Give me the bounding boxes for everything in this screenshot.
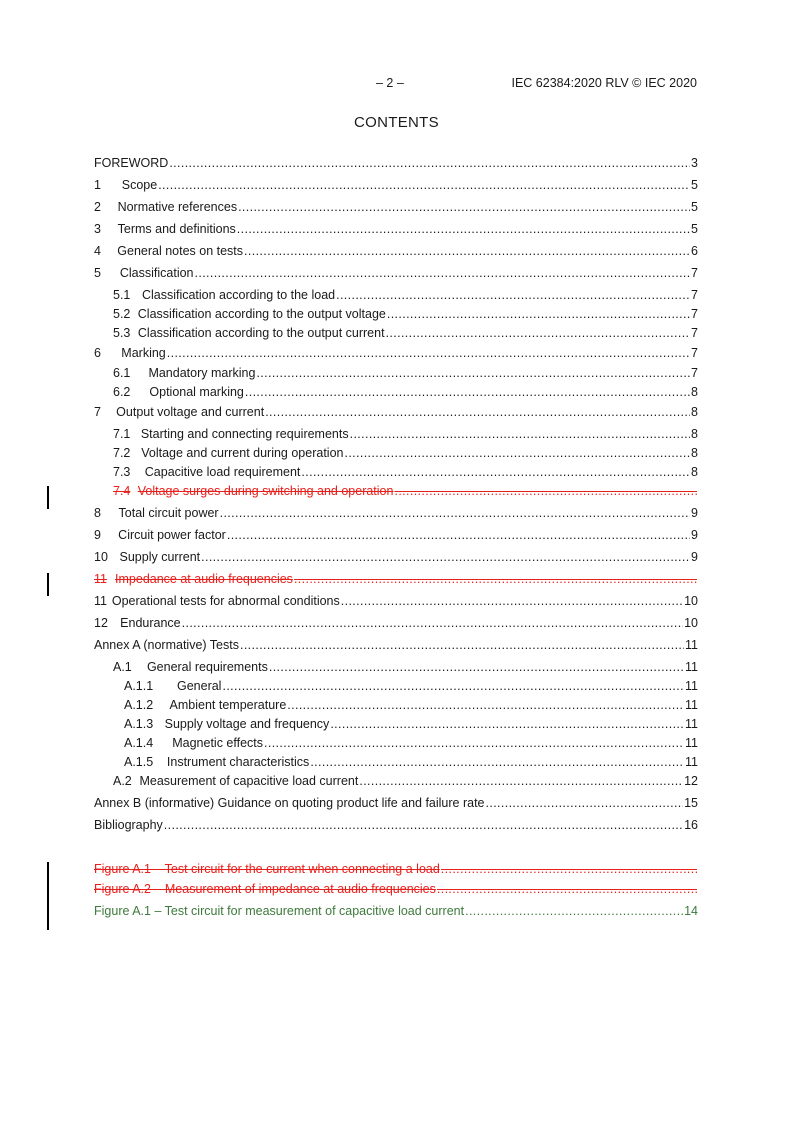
change-bar xyxy=(47,862,49,930)
dot-leader xyxy=(350,427,690,441)
toc-entry-title: Normative references xyxy=(117,200,238,214)
page-ref: 11 xyxy=(685,698,698,712)
toc-entry-title: General notes on tests xyxy=(117,244,244,258)
toc-entry[interactable] xyxy=(94,266,698,280)
toc-entry-title: Optional marking xyxy=(149,385,244,399)
dot-leader xyxy=(227,528,690,542)
page-ref: 11 xyxy=(685,755,698,769)
toc-entry-number: 5.2 xyxy=(113,307,131,321)
toc-entry[interactable] xyxy=(94,550,698,564)
toc-entry-title: Circuit power factor xyxy=(118,528,226,542)
dot-leader xyxy=(256,366,690,380)
page-ref: 9 xyxy=(691,550,698,564)
toc-entry[interactable] xyxy=(94,465,698,479)
toc-entry-number: A.1.2 xyxy=(124,698,154,712)
toc-entry-title: General requirements xyxy=(146,660,268,674)
toc-entry-title: Classification xyxy=(119,266,194,280)
toc-entry-title: Starting and connecting requirements xyxy=(140,427,349,441)
page-ref: 11 xyxy=(685,717,698,731)
dot-leader xyxy=(265,405,690,419)
toc-entry-title: Impedance at audio frequencies xyxy=(115,572,293,586)
toc-entry-title: Endurance xyxy=(120,616,181,630)
dot-leader xyxy=(344,446,690,460)
toc-entry-number: A.1 xyxy=(113,660,132,674)
toc-entry-title: Instrument characteristics xyxy=(166,755,310,769)
page-ref: 15 xyxy=(684,796,698,810)
toc-entry[interactable] xyxy=(94,616,698,630)
page-ref: 7 xyxy=(691,307,698,321)
figure-list-item[interactable] xyxy=(94,882,698,896)
toc-entry[interactable] xyxy=(94,818,698,832)
dot-leader xyxy=(167,346,690,360)
toc-entry[interactable] xyxy=(94,222,698,236)
toc-entry-title: Marking xyxy=(121,346,166,360)
page-ref: 7 xyxy=(691,288,698,302)
page-ref: 8 xyxy=(691,385,698,399)
toc-entry-number: 3 xyxy=(94,222,101,236)
toc-entry-number: A.2 xyxy=(113,774,132,788)
dot-leader xyxy=(386,326,690,340)
dot-leader xyxy=(387,307,690,321)
toc-entry-number: A.1.5 xyxy=(124,755,154,769)
toc-entry-number: 6 xyxy=(94,346,101,360)
dot-leader xyxy=(437,882,697,896)
toc-entry[interactable] xyxy=(94,244,698,258)
page-ref: 5 xyxy=(691,178,698,192)
toc-entry[interactable] xyxy=(94,346,698,360)
toc-entry-title: Total circuit power xyxy=(118,506,219,520)
dot-leader xyxy=(394,484,697,498)
toc-entry[interactable] xyxy=(94,796,698,810)
page-ref: 9 xyxy=(691,506,698,520)
toc-entry-title: Scope xyxy=(121,178,158,192)
toc-entry[interactable] xyxy=(94,774,698,788)
dot-leader xyxy=(287,698,684,712)
toc-entry-number: 9 xyxy=(94,528,101,542)
toc-entry[interactable] xyxy=(94,572,698,586)
dot-leader xyxy=(244,244,690,258)
toc-entry[interactable] xyxy=(94,427,698,441)
page-title: CONTENTS xyxy=(354,114,439,131)
toc-entry-title: Mandatory marking xyxy=(148,366,256,380)
page-ref: 7 xyxy=(691,366,698,380)
dot-leader xyxy=(301,465,690,479)
toc-entry-number: 6.1 xyxy=(113,366,131,380)
toc-entry[interactable] xyxy=(94,288,698,302)
toc-entry-title: Annex A (normative) Tests xyxy=(94,638,239,652)
toc-entry-title: General xyxy=(176,679,222,693)
dot-leader xyxy=(336,288,690,302)
figure-title: Figure A.1 – Test circuit for measurement of capacitive load current xyxy=(94,904,465,918)
dot-leader xyxy=(264,736,684,750)
page-ref: 11 xyxy=(685,679,698,693)
page-ref: 11 xyxy=(685,638,698,652)
toc-entry[interactable] xyxy=(94,446,698,460)
toc-entry[interactable] xyxy=(94,178,698,192)
toc-entry-number: 5.1 xyxy=(113,288,131,302)
toc-entry[interactable] xyxy=(94,385,698,399)
toc-entry-number: A.1.1 xyxy=(124,679,154,693)
toc-entry[interactable] xyxy=(94,594,698,608)
toc-entry-number: 4 xyxy=(94,244,101,258)
toc-entry[interactable] xyxy=(94,736,698,750)
page-ref: 8 xyxy=(691,405,698,419)
page-ref: 3 xyxy=(691,156,698,170)
toc-entry-number: 5.3 xyxy=(113,326,131,340)
toc-entry-title: Supply current xyxy=(119,550,201,564)
page-ref: 9 xyxy=(691,528,698,542)
toc-entry[interactable] xyxy=(94,755,698,769)
figure-title: Figure A.2 – Measurement of impedance at audio frequencies xyxy=(94,882,436,896)
toc-entry-number: 11 xyxy=(94,594,107,608)
toc-entry[interactable] xyxy=(94,200,698,214)
dot-leader xyxy=(169,156,690,170)
toc-entry[interactable] xyxy=(94,717,698,731)
figure-title: Figure A.1 – Test circuit for the current when connecting a load xyxy=(94,862,440,876)
toc-entry-title: Annex B (informative) Guidance on quoting product life and failure rate xyxy=(94,796,485,810)
toc-entry[interactable] xyxy=(94,484,698,498)
page-ref: 11 xyxy=(685,660,698,674)
change-bar xyxy=(47,573,49,596)
toc-entry-number: 11 xyxy=(94,572,107,586)
toc-entry[interactable] xyxy=(94,506,698,520)
toc-entry-title: Output voltage and current xyxy=(116,405,265,419)
page-ref: 5 xyxy=(691,222,698,236)
dot-leader xyxy=(158,178,690,192)
toc-entry[interactable] xyxy=(94,679,698,693)
toc-entry[interactable] xyxy=(94,660,698,674)
dot-leader xyxy=(359,774,683,788)
page-ref: 8 xyxy=(691,446,698,460)
page-header xyxy=(0,76,793,94)
page-ref: 8 xyxy=(691,427,698,441)
toc-entry-title: FOREWORD xyxy=(94,156,169,170)
toc-entry-title: Terms and definitions xyxy=(117,222,236,236)
dot-leader xyxy=(222,679,684,693)
toc-entry-number: 10 xyxy=(94,550,108,564)
page-ref: 7 xyxy=(691,326,698,340)
page-ref: 7 xyxy=(691,346,698,360)
toc-entry-number: 6.2 xyxy=(113,385,131,399)
page-ref: 12 xyxy=(684,774,698,788)
dot-leader xyxy=(486,796,684,810)
toc-entry-title: Classification according to the output voltage xyxy=(137,307,386,321)
page-ref: 10 xyxy=(684,616,698,630)
dot-leader xyxy=(201,550,690,564)
dot-leader xyxy=(195,266,691,280)
toc-entry-title: Classification according to the load xyxy=(141,288,336,302)
dot-leader xyxy=(240,638,684,652)
page-ref: 10 xyxy=(684,594,698,608)
dot-leader xyxy=(164,818,683,832)
toc-entry-number: 7.3 xyxy=(113,465,131,479)
dot-leader xyxy=(245,385,690,399)
dot-leader xyxy=(237,222,690,236)
toc-entry-title: Operational tests for abnormal conditions xyxy=(111,594,340,608)
toc-entry-number: 7.2 xyxy=(113,446,131,460)
toc-entry-number: 12 xyxy=(94,616,108,630)
dot-leader xyxy=(294,572,697,586)
page-ref: 14 xyxy=(684,904,698,918)
page-ref: 7 xyxy=(691,266,698,280)
figure-list-item[interactable] xyxy=(94,904,698,918)
dot-leader xyxy=(330,717,684,731)
toc-entry-number: 2 xyxy=(94,200,101,214)
toc-entry-title: Voltage and current during operation xyxy=(141,446,344,460)
toc-entry-number: 1 xyxy=(94,178,101,192)
toc-entry[interactable] xyxy=(94,326,698,340)
page-ref: 16 xyxy=(684,818,698,832)
toc-entry[interactable] xyxy=(94,528,698,542)
toc-entry[interactable] xyxy=(94,638,698,652)
toc-entry-title: Classification according to the output current xyxy=(137,326,385,340)
toc-entry[interactable] xyxy=(94,307,698,321)
toc-entry-number: 7.4 xyxy=(113,484,131,498)
toc-entry[interactable] xyxy=(94,405,698,419)
toc-entry-number: 5 xyxy=(94,266,101,280)
toc-entry-number: A.1.4 xyxy=(124,736,154,750)
toc-entry[interactable] xyxy=(94,698,698,712)
dot-leader xyxy=(182,616,683,630)
page-ref: 5 xyxy=(691,200,698,214)
dot-leader xyxy=(269,660,684,674)
toc-entry-number: 7.1 xyxy=(113,427,131,441)
dot-leader xyxy=(238,200,690,214)
toc-entry-number: 8 xyxy=(94,506,101,520)
document-id: IEC 62384:2020 RLV © IEC 2020 xyxy=(511,76,697,90)
toc-entry-title: Supply voltage and frequency xyxy=(164,717,330,731)
toc-entry-title: Voltage surges during switching and operation xyxy=(137,484,394,498)
dot-leader xyxy=(341,594,683,608)
toc-entry-number: A.1.3 xyxy=(124,717,154,731)
page-number: – 2 – xyxy=(376,76,404,90)
dot-leader xyxy=(465,904,683,918)
toc-entry-title: Capacitive load requirement xyxy=(144,465,301,479)
dot-leader xyxy=(310,755,684,769)
toc-entry-title: Measurement of capacitive load current xyxy=(139,774,359,788)
page-ref: 6 xyxy=(691,244,698,258)
toc-entry-title: Magnetic effects xyxy=(172,736,264,750)
page-ref: 8 xyxy=(691,465,698,479)
dot-leader xyxy=(441,862,697,876)
toc-entry-number: 7 xyxy=(94,405,101,419)
toc-entry-title: Ambient temperature xyxy=(169,698,287,712)
toc-entry-title: Bibliography xyxy=(94,818,163,832)
dot-leader xyxy=(220,506,690,520)
change-bar xyxy=(47,486,49,509)
figure-list-item[interactable] xyxy=(94,862,698,876)
toc-entry[interactable] xyxy=(94,156,698,170)
toc-entry[interactable] xyxy=(94,366,698,380)
page-ref: 11 xyxy=(685,736,698,750)
